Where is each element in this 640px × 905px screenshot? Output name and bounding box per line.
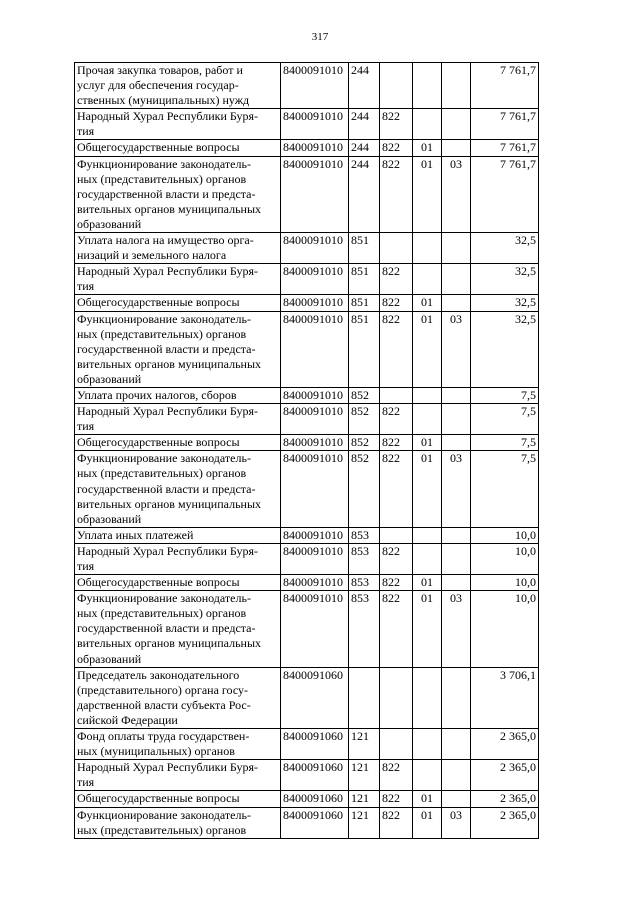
target-article-code-text: 8400091060 xyxy=(283,807,343,822)
ministry-code-text: 822 xyxy=(382,140,400,155)
target-article-code-text: 8400091010 xyxy=(283,591,343,606)
target-article-code-cell xyxy=(281,156,349,232)
expense-type-code-text: 852 xyxy=(351,387,369,402)
section-code-text: 01 xyxy=(421,575,433,590)
ministry-code-text: 822 xyxy=(382,156,400,171)
section-code-cell xyxy=(413,387,442,403)
section-code-cell xyxy=(413,729,442,760)
item-name-cell xyxy=(75,404,281,435)
section-code-cell xyxy=(413,311,442,387)
item-name-text: Общегосударственные вопросы xyxy=(77,295,240,310)
item-name-text: Народный Хурал Республики Буря- тия xyxy=(77,264,258,294)
table-row xyxy=(75,233,539,264)
subsection-code-cell xyxy=(442,451,471,527)
ministry-code-cell xyxy=(380,295,413,311)
item-name-cell xyxy=(75,729,281,760)
ministry-code-cell xyxy=(380,63,413,109)
expense-type-code-text: 121 xyxy=(351,760,369,775)
expense-type-code-cell xyxy=(349,404,380,435)
subsection-code-cell xyxy=(442,807,471,838)
ministry-code-cell xyxy=(380,543,413,574)
item-name-text: Функционирование законодатель- ных (представительных) органов xyxy=(77,807,251,837)
section-code-cell xyxy=(413,760,442,791)
amount-cell xyxy=(471,807,539,838)
table-row xyxy=(75,63,539,109)
amount-cell xyxy=(471,575,539,591)
subsection-code-cell xyxy=(442,791,471,807)
expense-type-code-text: 851 xyxy=(351,233,369,248)
subsection-code-text: 03 xyxy=(450,807,462,822)
section-code-text: 01 xyxy=(421,435,433,450)
target-article-code-text: 8400091010 xyxy=(283,387,343,402)
amount-text: 10,0 xyxy=(515,543,536,558)
amount-text: 7 761,7 xyxy=(500,63,536,77)
item-name-text: Фонд оплаты труда государствен- ных (муниципальных) органов xyxy=(77,729,250,759)
expense-type-code-text: 851 xyxy=(351,264,369,279)
ministry-code-text: 822 xyxy=(382,807,400,822)
item-name-text: Функционирование законодатель- ных (представительных) органов государственной власти и предста- вительных органов муниципальных образований xyxy=(77,156,262,231)
expense-type-code-text: 853 xyxy=(351,591,369,606)
section-code-cell xyxy=(413,295,442,311)
ministry-code-cell xyxy=(380,435,413,451)
target-article-code-cell xyxy=(281,387,349,403)
subsection-code-cell xyxy=(442,667,471,728)
table-row xyxy=(75,404,539,435)
amount-cell xyxy=(471,233,539,264)
section-code-text: 01 xyxy=(421,791,433,806)
amount-cell xyxy=(471,667,539,728)
amount-cell xyxy=(471,264,539,295)
ministry-code-cell xyxy=(380,156,413,232)
target-article-code-text: 8400091010 xyxy=(283,435,343,450)
amount-text: 2 365,0 xyxy=(500,807,536,822)
subsection-code-cell xyxy=(442,63,471,109)
ministry-code-text: 822 xyxy=(382,451,400,466)
target-article-code-text: 8400091010 xyxy=(283,311,343,326)
amount-text: 32,5 xyxy=(515,295,536,310)
expense-type-code-text: 851 xyxy=(351,311,369,326)
amount-text: 7,5 xyxy=(521,387,536,402)
target-article-code-cell xyxy=(281,575,349,591)
ministry-code-text: 822 xyxy=(382,575,400,590)
ministry-code-text: 822 xyxy=(382,435,400,450)
expense-type-code-text: 853 xyxy=(351,527,369,542)
expense-type-code-text: 121 xyxy=(351,807,369,822)
amount-text: 3 706,1 xyxy=(500,667,536,682)
table-row xyxy=(75,543,539,574)
subsection-code-cell xyxy=(442,591,471,667)
item-name-text: Уплата иных платежей xyxy=(77,527,194,542)
amount-text: 7 761,7 xyxy=(500,156,536,171)
target-article-code-cell xyxy=(281,729,349,760)
table-row xyxy=(75,311,539,387)
item-name-cell xyxy=(75,233,281,264)
table-row xyxy=(75,387,539,403)
item-name-text: Уплата налога на имущество орга- низаций и земельного налога xyxy=(77,233,254,263)
item-name-text: Народный Хурал Республики Буря- тия xyxy=(77,543,258,573)
expense-type-code-text: 244 xyxy=(351,140,369,155)
amount-cell xyxy=(471,156,539,232)
target-article-code-text: 8400091010 xyxy=(283,233,343,248)
subsection-code-cell xyxy=(442,575,471,591)
amount-cell xyxy=(471,729,539,760)
item-name-cell xyxy=(75,575,281,591)
expense-type-code-cell xyxy=(349,791,380,807)
subsection-code-text: 03 xyxy=(450,156,462,171)
section-code-text: 01 xyxy=(421,451,433,466)
item-name-text: Функционирование законодатель- ных (представительных) органов государственной власти и предста- вительных органов муниципальных образований xyxy=(77,311,262,386)
table-row xyxy=(75,791,539,807)
ministry-code-text: 822 xyxy=(382,295,400,310)
ministry-code-text: 822 xyxy=(382,109,400,124)
amount-cell xyxy=(471,140,539,156)
table-row xyxy=(75,435,539,451)
item-name-cell xyxy=(75,311,281,387)
expense-type-code-cell xyxy=(349,295,380,311)
section-code-text: 01 xyxy=(421,156,433,171)
amount-cell xyxy=(471,404,539,435)
amount-cell xyxy=(471,435,539,451)
section-code-cell xyxy=(413,264,442,295)
table-row xyxy=(75,807,539,838)
ministry-code-cell xyxy=(380,760,413,791)
section-code-cell xyxy=(413,435,442,451)
expense-type-code-text: 244 xyxy=(351,109,369,124)
amount-cell xyxy=(471,387,539,403)
expense-type-code-text: 853 xyxy=(351,575,369,590)
ministry-code-cell xyxy=(380,233,413,264)
ministry-code-cell xyxy=(380,387,413,403)
item-name-cell xyxy=(75,451,281,527)
target-article-code-cell xyxy=(281,543,349,574)
subsection-code-cell xyxy=(442,156,471,232)
item-name-cell xyxy=(75,760,281,791)
ministry-code-text: 822 xyxy=(382,791,400,806)
item-name-cell xyxy=(75,591,281,667)
expense-type-code-cell xyxy=(349,387,380,403)
amount-text: 2 365,0 xyxy=(500,729,536,744)
amount-cell xyxy=(471,791,539,807)
section-code-text: 01 xyxy=(421,807,433,822)
ministry-code-cell xyxy=(380,264,413,295)
expense-type-code-cell xyxy=(349,543,380,574)
expense-type-code-text: 121 xyxy=(351,729,369,744)
amount-cell xyxy=(471,295,539,311)
target-article-code-cell xyxy=(281,435,349,451)
budget-table xyxy=(74,62,539,839)
expense-type-code-cell xyxy=(349,760,380,791)
target-article-code-text: 8400091010 xyxy=(283,451,343,466)
table-row xyxy=(75,264,539,295)
expense-type-code-text: 852 xyxy=(351,435,369,450)
target-article-code-text: 8400091010 xyxy=(283,156,343,171)
item-name-cell xyxy=(75,807,281,838)
subsection-code-text: 03 xyxy=(450,591,462,606)
amount-cell xyxy=(471,543,539,574)
amount-text: 32,5 xyxy=(515,233,536,248)
amount-cell xyxy=(471,109,539,140)
item-name-text: Народный Хурал Республики Буря- тия xyxy=(77,109,258,139)
subsection-code-cell xyxy=(442,264,471,295)
target-article-code-cell xyxy=(281,760,349,791)
expense-type-code-cell xyxy=(349,729,380,760)
target-article-code-cell xyxy=(281,404,349,435)
section-code-text: 01 xyxy=(421,591,433,606)
section-code-text: 01 xyxy=(421,311,433,326)
subsection-code-cell xyxy=(442,295,471,311)
ministry-code-cell xyxy=(380,311,413,387)
target-article-code-text: 8400091010 xyxy=(283,63,343,77)
target-article-code-text: 8400091060 xyxy=(283,667,343,682)
section-code-text: 01 xyxy=(421,295,433,310)
amount-text: 10,0 xyxy=(515,575,536,590)
target-article-code-text: 8400091060 xyxy=(283,760,343,775)
expense-type-code-text: 852 xyxy=(351,404,369,419)
page-number: 317 xyxy=(311,31,329,43)
table-row xyxy=(75,156,539,232)
section-code-cell xyxy=(413,591,442,667)
expense-type-code-cell xyxy=(349,140,380,156)
amount-text: 2 365,0 xyxy=(500,791,536,806)
target-article-code-text: 8400091010 xyxy=(283,527,343,542)
item-name-cell xyxy=(75,435,281,451)
amount-text: 2 365,0 xyxy=(500,760,536,775)
section-code-cell xyxy=(413,451,442,527)
expense-type-code-cell xyxy=(349,233,380,264)
subsection-code-text: 03 xyxy=(450,451,462,466)
item-name-cell xyxy=(75,295,281,311)
ministry-code-cell xyxy=(380,451,413,527)
ministry-code-text: 822 xyxy=(382,404,400,419)
item-name-text: Уплата прочих налогов, сборов xyxy=(77,387,237,402)
amount-text: 32,5 xyxy=(515,264,536,279)
item-name-cell xyxy=(75,527,281,543)
table-row xyxy=(75,575,539,591)
table-row xyxy=(75,451,539,527)
ministry-code-cell xyxy=(380,109,413,140)
target-article-code-cell xyxy=(281,109,349,140)
ministry-code-text: 822 xyxy=(382,760,400,775)
section-code-cell xyxy=(413,156,442,232)
target-article-code-cell xyxy=(281,451,349,527)
item-name-text: Прочая закупка товаров, работ и услуг для обеспечения государ- ственных (муниципальных) нужд xyxy=(77,63,250,108)
item-name-text: Функционирование законодатель- ных (представительных) органов государственной власти и предста- вительных органов муниципальных образований xyxy=(77,591,262,666)
target-article-code-text: 8400091010 xyxy=(283,543,343,558)
subsection-code-cell xyxy=(442,140,471,156)
table-row xyxy=(75,760,539,791)
item-name-cell xyxy=(75,543,281,574)
table-row xyxy=(75,527,539,543)
subsection-code-cell xyxy=(442,404,471,435)
expense-type-code-cell xyxy=(349,527,380,543)
subsection-code-cell xyxy=(442,760,471,791)
section-code-cell xyxy=(413,791,442,807)
table-row xyxy=(75,140,539,156)
section-code-cell xyxy=(413,404,442,435)
target-article-code-text: 8400091010 xyxy=(283,295,343,310)
section-code-cell xyxy=(413,543,442,574)
expense-type-code-text: 852 xyxy=(351,451,369,466)
table-row xyxy=(75,295,539,311)
expense-type-code-cell xyxy=(349,667,380,728)
expense-type-code-text: 851 xyxy=(351,295,369,310)
target-article-code-cell xyxy=(281,311,349,387)
ministry-code-cell xyxy=(380,667,413,728)
target-article-code-cell xyxy=(281,667,349,728)
expense-type-code-text: 244 xyxy=(351,63,369,77)
section-code-cell xyxy=(413,575,442,591)
section-code-cell xyxy=(413,63,442,109)
item-name-text: Народный Хурал Республики Буря- тия xyxy=(77,760,258,790)
subsection-code-cell xyxy=(442,311,471,387)
ministry-code-cell xyxy=(380,807,413,838)
amount-text: 7,5 xyxy=(521,435,536,450)
amount-cell xyxy=(471,760,539,791)
item-name-cell xyxy=(75,140,281,156)
amount-cell xyxy=(471,451,539,527)
target-article-code-cell xyxy=(281,591,349,667)
item-name-cell xyxy=(75,63,281,109)
amount-cell xyxy=(471,311,539,387)
amount-text: 7,5 xyxy=(521,451,536,466)
ministry-code-cell xyxy=(380,791,413,807)
expense-type-code-text: 853 xyxy=(351,543,369,558)
ministry-code-text: 822 xyxy=(382,543,400,558)
amount-text: 7 761,7 xyxy=(500,140,536,155)
ministry-code-cell xyxy=(380,575,413,591)
expense-type-code-cell xyxy=(349,311,380,387)
target-article-code-cell xyxy=(281,140,349,156)
target-article-code-cell xyxy=(281,63,349,109)
item-name-text: Общегосударственные вопросы xyxy=(77,575,240,590)
expense-type-code-text: 121 xyxy=(351,791,369,806)
section-code-text: 01 xyxy=(421,140,433,155)
section-code-cell xyxy=(413,807,442,838)
table-row xyxy=(75,729,539,760)
target-article-code-text: 8400091010 xyxy=(283,109,343,124)
ministry-code-cell xyxy=(380,140,413,156)
item-name-cell xyxy=(75,667,281,728)
target-article-code-text: 8400091060 xyxy=(283,729,343,744)
amount-text: 10,0 xyxy=(515,527,536,542)
ministry-code-text: 822 xyxy=(382,591,400,606)
item-name-cell xyxy=(75,387,281,403)
target-article-code-cell xyxy=(281,264,349,295)
ministry-code-cell xyxy=(380,729,413,760)
expense-type-code-cell xyxy=(349,435,380,451)
item-name-text: Общегосударственные вопросы xyxy=(77,140,240,155)
subsection-code-cell xyxy=(442,387,471,403)
ministry-code-cell xyxy=(380,527,413,543)
target-article-code-text: 8400091010 xyxy=(283,140,343,155)
amount-cell xyxy=(471,591,539,667)
subsection-code-cell xyxy=(442,109,471,140)
budget-table-body xyxy=(75,63,539,839)
section-code-cell xyxy=(413,527,442,543)
target-article-code-text: 8400091010 xyxy=(283,264,343,279)
target-article-code-text: 8400091010 xyxy=(283,404,343,419)
item-name-cell xyxy=(75,791,281,807)
ministry-code-text: 822 xyxy=(382,311,400,326)
amount-text: 32,5 xyxy=(515,311,536,326)
amount-cell xyxy=(471,527,539,543)
item-name-text: Народный Хурал Республики Буря- тия xyxy=(77,404,258,434)
subsection-code-cell xyxy=(442,233,471,264)
expense-type-code-cell xyxy=(349,807,380,838)
expense-type-code-cell xyxy=(349,591,380,667)
table-row xyxy=(75,591,539,667)
item-name-cell xyxy=(75,156,281,232)
expense-type-code-cell xyxy=(349,575,380,591)
expense-type-code-text: 244 xyxy=(351,156,369,171)
amount-text: 10,0 xyxy=(515,591,536,606)
target-article-code-cell xyxy=(281,807,349,838)
ministry-code-text: 822 xyxy=(382,264,400,279)
target-article-code-cell xyxy=(281,233,349,264)
table-row xyxy=(75,109,539,140)
subsection-code-text: 03 xyxy=(450,311,462,326)
section-code-cell xyxy=(413,233,442,264)
item-name-text: Председатель законодательного (представительного) органа госу- дарственной власти субъекта Рос- сийской Федерации xyxy=(77,667,251,727)
expense-type-code-cell xyxy=(349,109,380,140)
amount-text: 7 761,7 xyxy=(500,109,536,124)
expense-type-code-cell xyxy=(349,63,380,109)
ministry-code-cell xyxy=(380,591,413,667)
subsection-code-cell xyxy=(442,729,471,760)
target-article-code-text: 8400091060 xyxy=(283,791,343,806)
subsection-code-cell xyxy=(442,435,471,451)
table-row xyxy=(75,667,539,728)
section-code-cell xyxy=(413,109,442,140)
item-name-cell xyxy=(75,109,281,140)
amount-cell xyxy=(471,63,539,109)
target-article-code-cell xyxy=(281,791,349,807)
section-code-cell xyxy=(413,667,442,728)
expense-type-code-cell xyxy=(349,264,380,295)
target-article-code-text: 8400091010 xyxy=(283,575,343,590)
expense-type-code-cell xyxy=(349,451,380,527)
subsection-code-cell xyxy=(442,527,471,543)
section-code-cell xyxy=(413,140,442,156)
item-name-text: Общегосударственные вопросы xyxy=(77,435,240,450)
target-article-code-cell xyxy=(281,295,349,311)
ministry-code-cell xyxy=(380,404,413,435)
expense-type-code-cell xyxy=(349,156,380,232)
target-article-code-cell xyxy=(281,527,349,543)
item-name-cell xyxy=(75,264,281,295)
item-name-text: Общегосударственные вопросы xyxy=(77,791,240,806)
subsection-code-cell xyxy=(442,543,471,574)
amount-text: 7,5 xyxy=(521,404,536,419)
item-name-text: Функционирование законодатель- ных (представительных) органов государственной власти и предста- вительных органов муниципальных образований xyxy=(77,451,262,526)
